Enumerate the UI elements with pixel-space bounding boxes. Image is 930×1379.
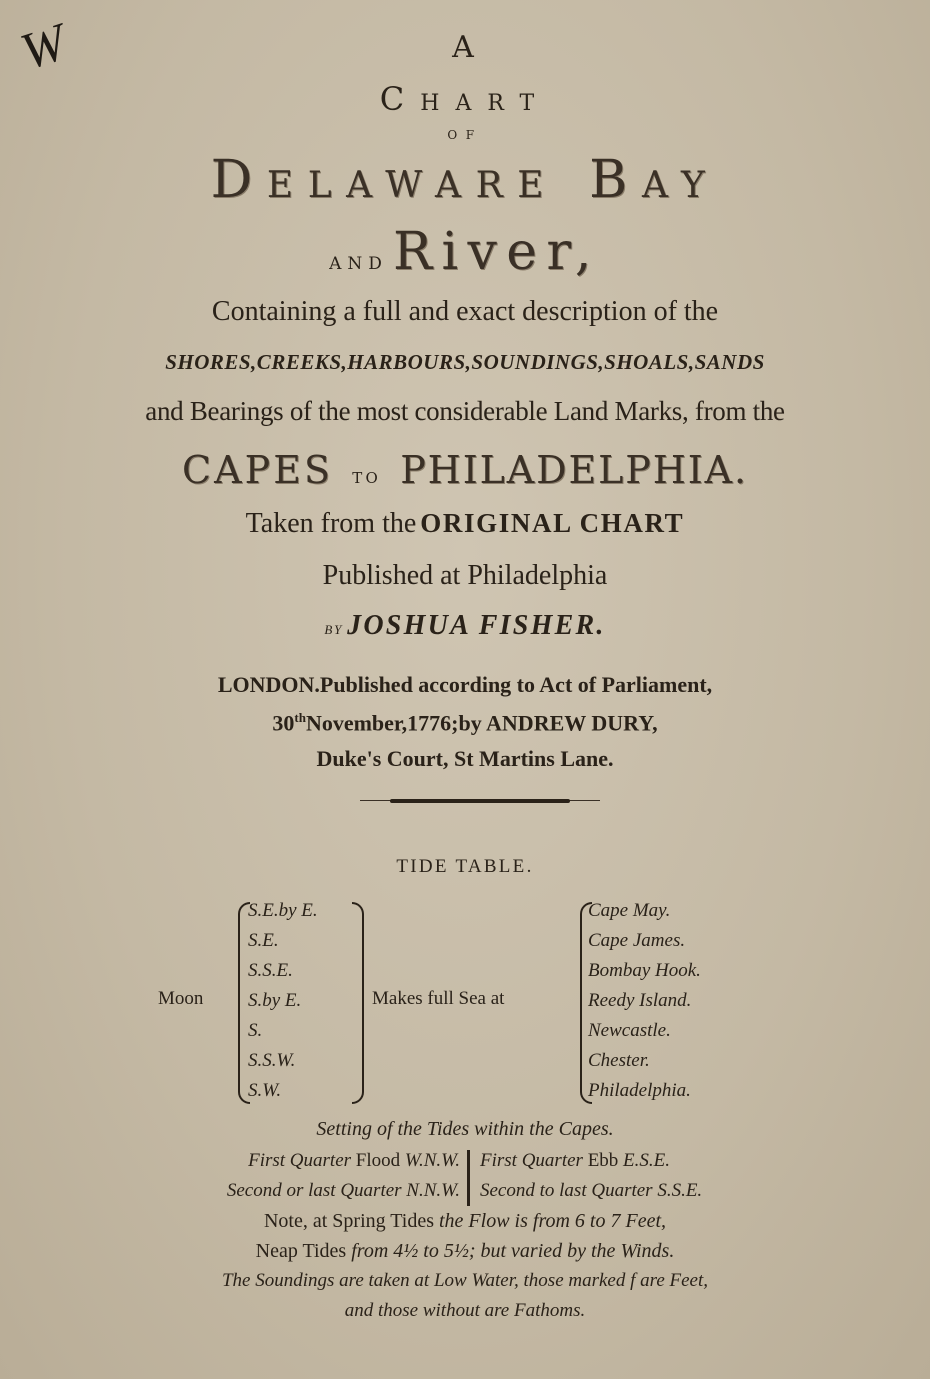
title-river: River, — [393, 222, 601, 282]
title-joshua-fisher: JOSHUA FISHER. — [347, 610, 606, 641]
title-delaware-bay: Delaware Bay — [210, 150, 720, 210]
tide-direction-item: S.E.by E. — [248, 900, 318, 921]
note-neap-b: from 4½ to 5½; but varied by the Winds. — [351, 1240, 675, 1262]
note-fq-ebb-b: Ebb — [587, 1150, 619, 1171]
imprint-address: Duke's Court, St Martins Lane. — [316, 746, 614, 771]
tide-place-item: Newcastle. — [588, 1020, 671, 1041]
tide-directions — [248, 896, 318, 1106]
title-taken: Taken from the — [245, 508, 417, 539]
note-soundings-2: and those without are Fathoms. — [344, 1300, 586, 1321]
tide-direction-item: S. — [248, 1020, 263, 1041]
note-fq-flood-b: Flood — [355, 1150, 401, 1171]
title-original-chart: ORIGINAL CHART — [420, 508, 685, 538]
note-setting: Setting of the Tides within the Capes. — [316, 1118, 614, 1140]
divider-thick — [390, 799, 570, 803]
title-published-at: Published at Philadelphia — [322, 560, 608, 591]
note-sq-flood: Second or last Quarter N.N.W. — [226, 1180, 460, 1201]
tide-middle-label: Makes full Sea at — [372, 988, 505, 1009]
tide-direction-item: S.E. — [248, 930, 279, 951]
tide-direction-item: S.S.E. — [248, 960, 293, 981]
title-by-line — [0, 610, 930, 642]
tide-place-item: Cape James. — [588, 930, 686, 951]
tide-direction-item: S.by E. — [248, 990, 302, 1011]
title-of: of — [447, 124, 483, 144]
note-soundings-1: The Soundings are taken at Low Water, those marked f are Feet, — [221, 1270, 709, 1291]
note-divider-bar — [467, 1150, 470, 1206]
title-capes-line — [0, 448, 930, 492]
note-first-quarter-ebb — [480, 1150, 670, 1172]
note-fq-ebb-c: E.S.E. — [623, 1150, 671, 1171]
imprint-rest: November,1776;by ANDREW DURY, — [305, 710, 658, 736]
imprint-day: 30 — [272, 710, 295, 736]
tide-moon-label: Moon — [158, 988, 204, 1009]
title-chart: Chart — [379, 80, 551, 118]
note-spring-a: Note, at Spring Tides — [263, 1210, 434, 1232]
tide-direction-item: S.W. — [248, 1080, 282, 1101]
title-philadelphia: PHILADELPHIA. — [400, 448, 748, 492]
imprint-date — [0, 710, 930, 736]
title-a: A — [452, 30, 478, 65]
note-sq-ebb: Second to last Quarter S.S.E. — [480, 1180, 703, 1201]
note-second-quarter-flood — [164, 1180, 460, 1202]
title-and-river — [0, 222, 930, 282]
title-and: and — [329, 247, 388, 275]
title-bearings: and Bearings of the most considerable Land Marks, from the — [145, 396, 785, 426]
tide-place-item: Cape May. — [588, 900, 671, 921]
title-to: to — [352, 464, 382, 489]
note-fq-flood-c: W.N.W. — [404, 1150, 460, 1171]
note-spring-b: the Flow is from 6 to 7 Feet, — [439, 1210, 667, 1232]
tide-brace-mid — [352, 902, 364, 1104]
note-first-quarter-flood — [180, 1150, 460, 1172]
title-capes: CAPES — [182, 448, 334, 492]
note-fq-ebb-a: First Quarter — [480, 1150, 583, 1171]
tide-place-item: Chester. — [588, 1050, 650, 1071]
imprint-london: LONDON.Published according to Act of Parliament, — [217, 672, 713, 697]
note-neap-a: Neap Tides — [255, 1240, 347, 1262]
tide-place-item: Philadelphia. — [588, 1080, 691, 1101]
note-spring-tides — [0, 1210, 930, 1233]
imprint-day-suffix: th — [294, 710, 306, 725]
note-neap-tides — [0, 1240, 930, 1263]
tide-table-heading: TIDE TABLE. — [396, 856, 534, 877]
note-fq-flood-a: First Quarter — [248, 1150, 352, 1171]
title-taken-from — [0, 508, 930, 540]
tide-place-item: Reedy Island. — [588, 990, 692, 1011]
note-second-quarter-ebb — [480, 1180, 702, 1202]
title-containing: Containing a full and exact description of the — [211, 296, 719, 327]
title-by: by — [324, 618, 344, 638]
corner-mark: W — [14, 13, 74, 82]
tide-place-item: Bombay Hook. — [588, 960, 701, 981]
tide-direction-item: S.S.W. — [248, 1050, 296, 1071]
title-shores: SHORES,CREEKS,HARBOURS,SOUNDINGS,SHOALS,SANDS — [165, 350, 765, 374]
tide-places — [588, 896, 701, 1106]
